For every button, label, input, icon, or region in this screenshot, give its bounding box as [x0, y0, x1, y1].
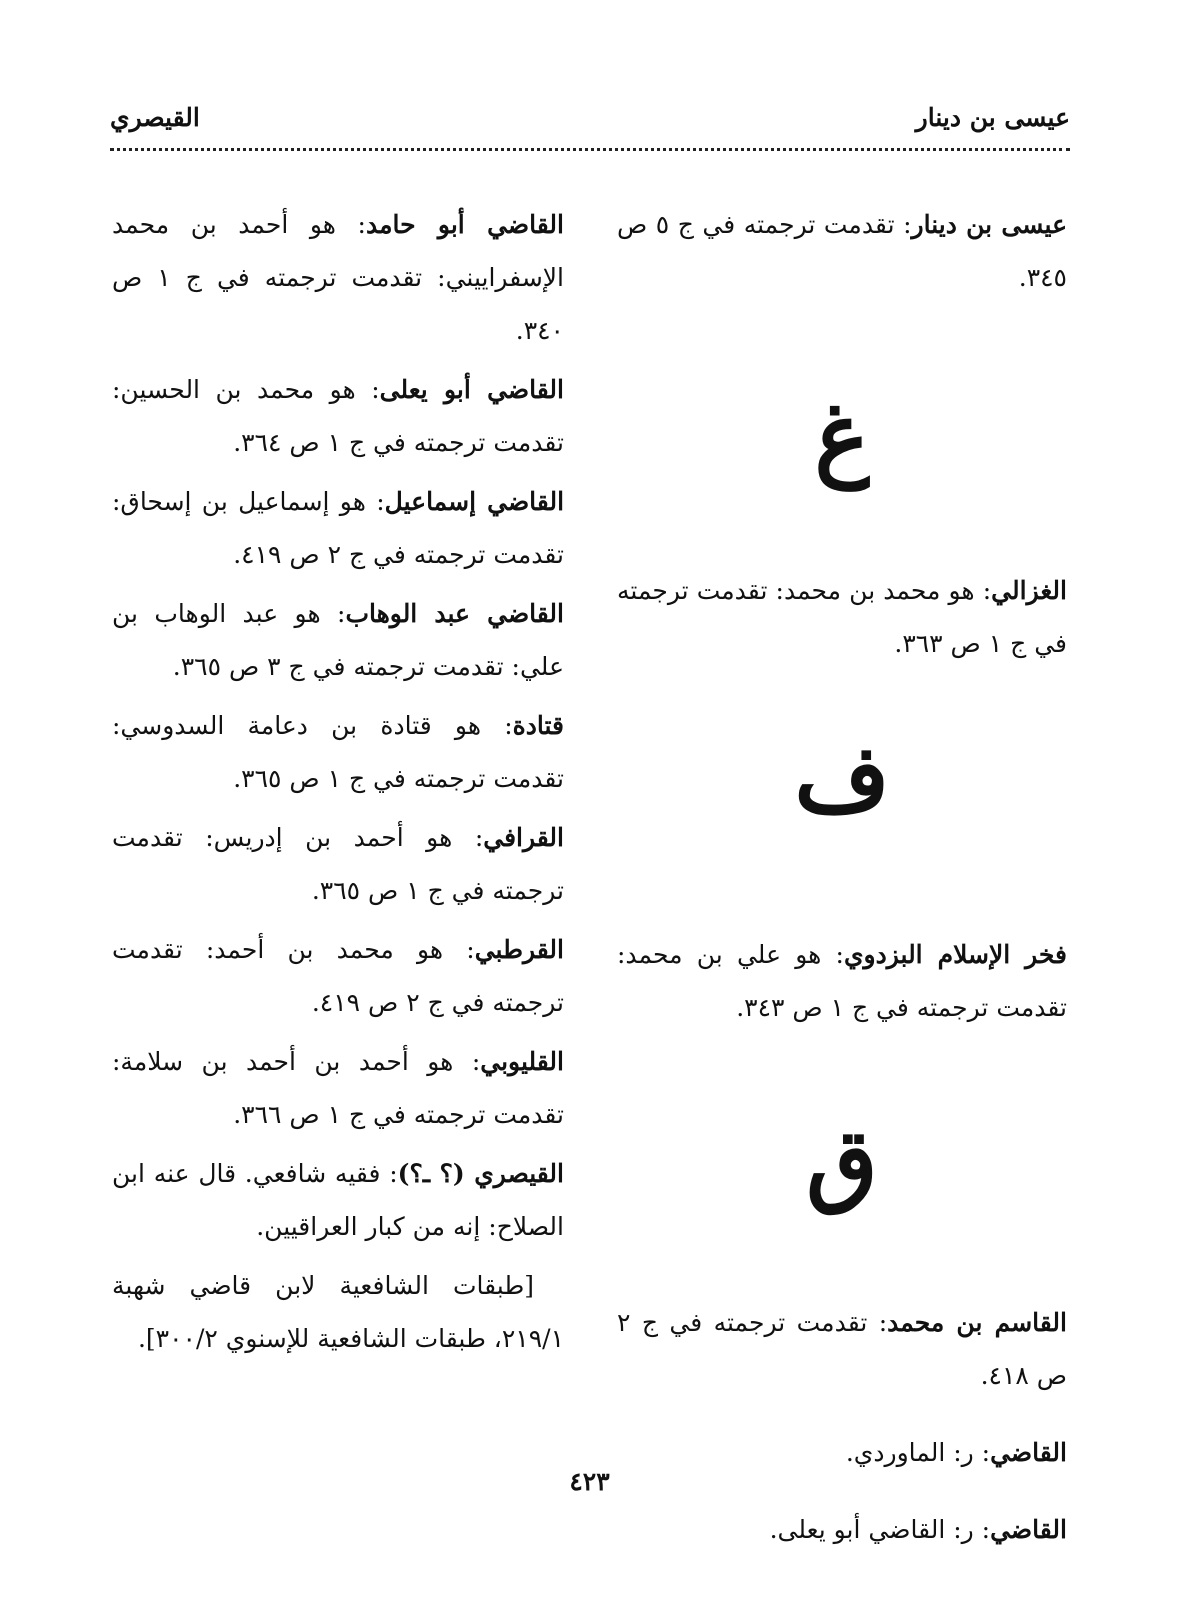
entry-term: القرافي [483, 823, 564, 852]
entry-isa-ibn-dinar [617, 198, 1067, 304]
entry-qadi-abu-yala-ref [617, 1503, 1067, 1556]
entry-ghazali [617, 564, 1067, 670]
running-header [110, 103, 1070, 143]
entry-text: : هو أحمد بن أحمد بن سلامة: تقدمت ترجمته في ج ١ ص ٣٦٦. [112, 1047, 564, 1129]
entry-text: : هو محمد بن أحمد: تقدمت ترجمته في ج ٢ ص ٤١٩. [112, 935, 564, 1017]
entry-text: : هو إسماعيل بن إسحاق: تقدمت ترجمته في ج ٢ ص ٤١٩. [112, 487, 564, 569]
entry-bazdawi [617, 928, 1067, 1034]
entry-term: الغزالي [991, 576, 1067, 605]
entry-text: : هو أحمد بن إدريس: تقدمت ترجمته في ج ١ ص ٣٦٥. [112, 823, 564, 905]
entry-term: القاضي عبد الوهاب [345, 599, 564, 628]
entry-text: : هو محمد بن الحسين: تقدمت ترجمته في ج ١ ص ٣٦٤. [112, 375, 564, 457]
entry-text: : هو محمد بن محمد: تقدمت ترجمته في ج ١ ص ٣٦٣. [617, 576, 1067, 658]
right-column [617, 198, 1067, 1562]
entry-qasim-ibn-muhammad [617, 1296, 1067, 1402]
entry-qarafi [112, 811, 564, 917]
entry-term: القاضي [990, 1515, 1067, 1544]
entry-term: القرطبي [474, 935, 564, 964]
entry-term: القاضي إسماعيل [384, 487, 565, 516]
entry-text: : هو عبد الوهاب بن علي: تقدمت ترجمته في ج ٣ ص ٣٦٥. [112, 599, 564, 681]
entry-text: : ر: الماوردي. [845, 1438, 991, 1467]
entry-abu-yala [112, 363, 564, 469]
entry-abu-hamid [112, 198, 564, 357]
header-divider [110, 148, 1070, 151]
running-head-left: القيصري [110, 103, 200, 132]
entry-abd-al-wahhab [112, 587, 564, 693]
entry-term: القاضي أبو يعلى [379, 375, 564, 404]
entry-qatada [112, 699, 564, 805]
entry-term: القيصري (؟ ـ؟) [397, 1159, 564, 1188]
citation-sources: [طبقات الشافعية لابن قاضي شهبة ٢١٩/١، طبقات الشافعية للإسنوي ٣٠٠/٢]. [112, 1271, 564, 1353]
entry-text: : تقدمت ترجمته في ج ٥ ص ٣٤٥. [617, 210, 1067, 292]
entry-term: القليوبي [480, 1047, 564, 1076]
entry-ismail [112, 475, 564, 581]
page-number: ٤٢٣ [569, 1467, 610, 1496]
entry-text: : هو أحمد بن محمد الإسفراييني: تقدمت ترجمته في ج ١ ص ٣٤٠. [112, 210, 565, 345]
entry-qurtubi [112, 923, 564, 1029]
section-letter-qaf: ق [806, 1108, 878, 1216]
section-letter-fa: ف [794, 724, 890, 832]
entry-term: القاضي أبو حامد [365, 210, 564, 239]
entry-term: القاضي [990, 1438, 1067, 1467]
entry-text: : فقيه شافعي. قال عنه ابن الصلاح: إنه من كبار العراقيين. [112, 1159, 564, 1241]
left-column [112, 198, 564, 1365]
entry-qaysari [112, 1147, 564, 1253]
entry-text: : هو قتادة بن دعامة السدوسي: تقدمت ترجمته في ج ١ ص ٣٦٥. [112, 711, 564, 793]
entry-term: القاسم بن محمد [887, 1308, 1067, 1337]
entry-text: : تقدمت ترجمته في ج ٢ ص ٤١٨. [617, 1308, 1067, 1390]
entry-term: عيسى بن دينار [911, 210, 1067, 239]
entry-text: : ر: القاضي أبو يعلى. [769, 1515, 991, 1544]
section-letter-ghain: غ [814, 382, 870, 490]
running-head-right: عيسى بن دينار [915, 103, 1070, 132]
entry-term: فخر الإسلام البزدوي [843, 940, 1068, 969]
entry-qalyubi [112, 1035, 564, 1141]
entry-text: : هو علي بن محمد: تقدمت ترجمته في ج ١ ص ٣٤٣. [617, 940, 1067, 1022]
entry-term: قتادة [512, 711, 564, 740]
